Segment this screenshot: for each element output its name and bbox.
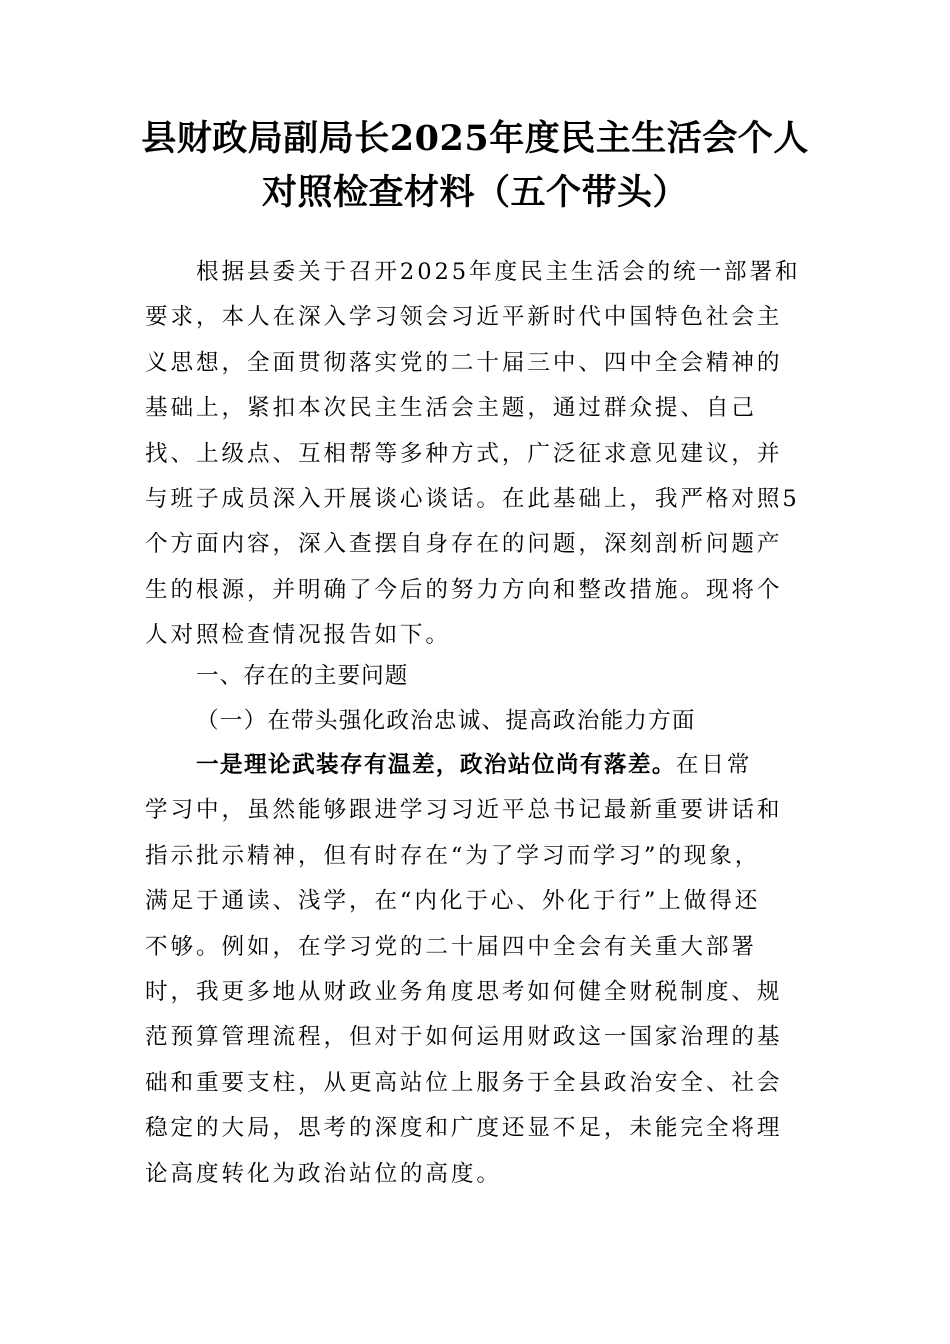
point-1-first-rest: 在日常 bbox=[675, 752, 753, 778]
intro-line: 个方面内容，深入查摆自身存在的问题，深刻剖析问题产 bbox=[145, 531, 783, 558]
point-1-line: 不够。例如，在学习党的二十届四中全会有关重大部署 bbox=[145, 933, 757, 960]
point-1-line: 指示批示精神，但有时存在“为了学习而学习”的现象， bbox=[145, 842, 761, 869]
point-1-line: 稳定的大局，思考的深度和广度还显不足，未能完全将理 bbox=[145, 1115, 783, 1142]
intro-line: 与班子成员深入开展谈心谈话。在此基础上，我严格对照5 bbox=[145, 485, 800, 512]
point-1-line: 础和重要支柱，从更高站位上服务于全县政治安全、社会 bbox=[145, 1069, 783, 1096]
intro-line: 人对照检查情况报告如下。 bbox=[145, 622, 451, 649]
title-line-1: 县财政局副局长2025年度民主生活会个人 bbox=[141, 118, 809, 159]
intro-line: 根据县委关于召开2025年度民主生活会的统一部署和 bbox=[145, 259, 801, 285]
title-line-2: 对照检查材料（五个带头） bbox=[261, 172, 688, 213]
intro-paragraph bbox=[145, 250, 805, 659]
intro-line: 要求，本人在深入学习领会习近平新时代中国特色社会主 bbox=[145, 304, 783, 331]
point-1-paragraph bbox=[145, 743, 805, 1197]
intro-line: 义思想，全面贯彻落实党的二十届三中、四中全会精神的 bbox=[145, 349, 783, 376]
subsection-heading-1: （一）在带头强化政治忠诚、提高政治能力方面 bbox=[196, 708, 696, 734]
intro-line: 找、上级点、互相帮等多种方式，广泛征求意见建议，并 bbox=[145, 440, 783, 467]
point-1-first-line bbox=[145, 743, 805, 788]
point-1-line: 时，我更多地从财政业务角度思考如何健全财税制度、规 bbox=[145, 978, 783, 1005]
point-1-line: 论高度转化为政治站位的高度。 bbox=[145, 1160, 502, 1187]
section-heading-1: 一、存在的主要问题 bbox=[196, 663, 409, 689]
intro-line: 基础上，紧扣本次民主生活会主题，通过群众提、自己 bbox=[145, 395, 757, 422]
point-1-lead: 一是理论武装存有温差，政治站位尚有落差。 bbox=[196, 752, 676, 778]
point-1-line: 范预算管理流程，但对于如何运用财政这一国家治理的基 bbox=[145, 1024, 783, 1051]
point-1-line: 满足于通读、浅学，在“内化于心、外化于行”上做得还 bbox=[145, 888, 761, 915]
point-1-line: 学习中，虽然能够跟进学习习近平总书记最新重要讲话和 bbox=[145, 797, 783, 824]
document-title bbox=[120, 112, 830, 220]
intro-line: 生的根源，并明确了今后的努力方向和整改措施。现将个 bbox=[145, 576, 783, 603]
